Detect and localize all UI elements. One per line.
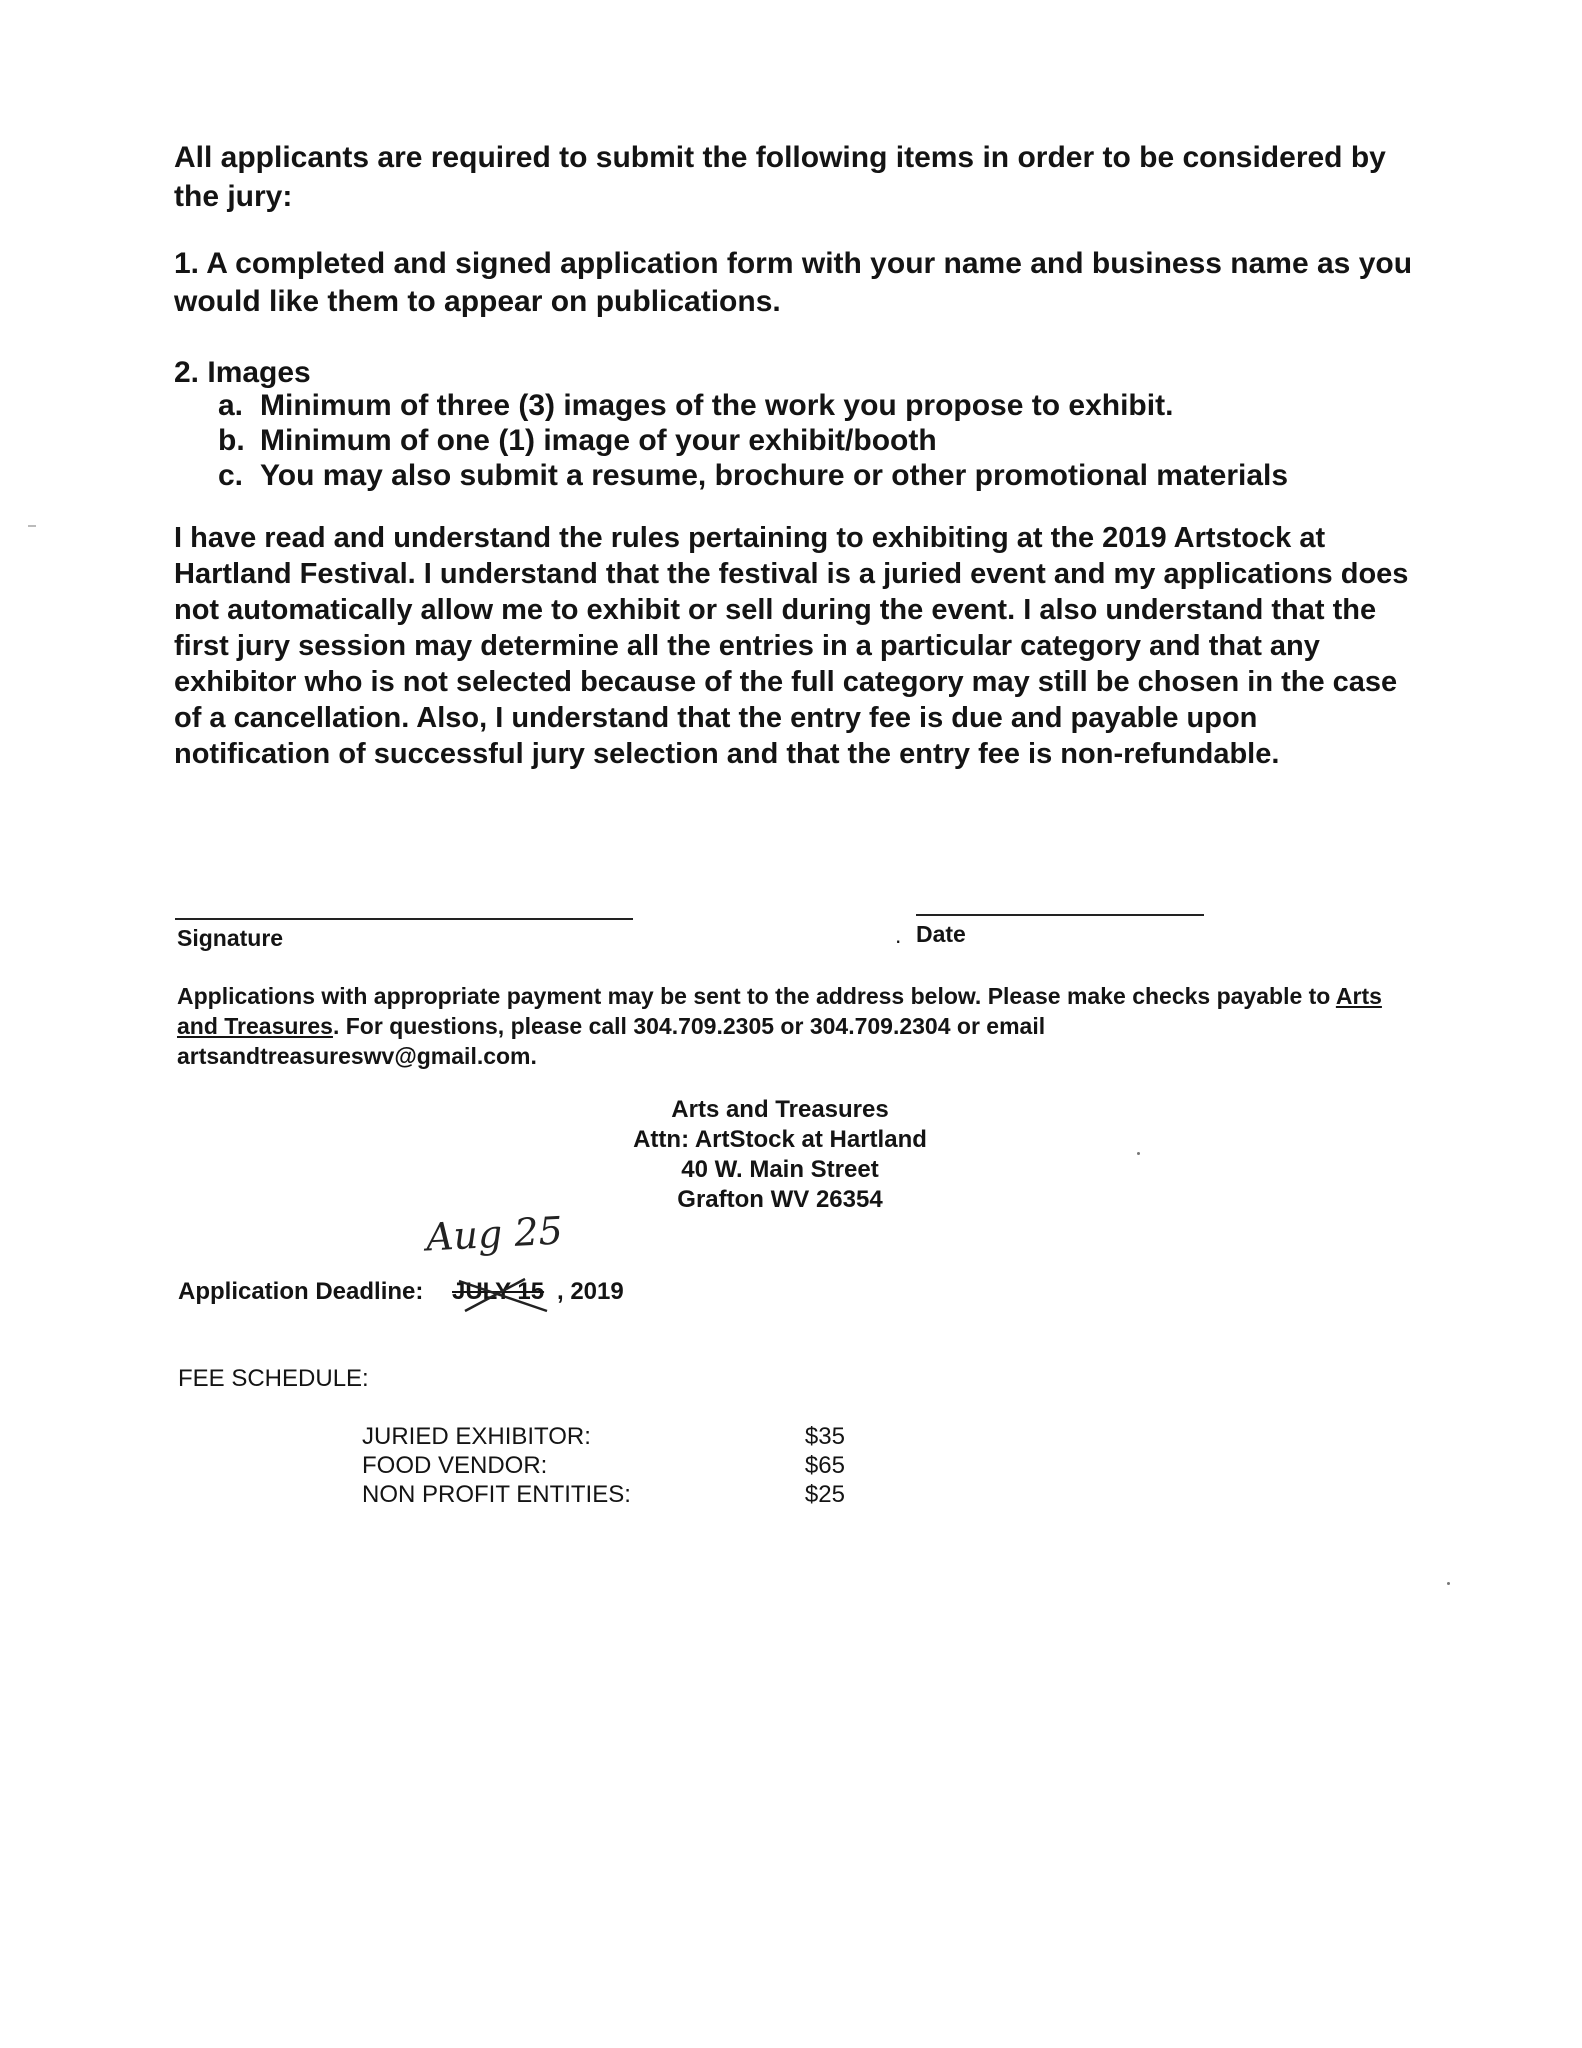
address-line: Arts and Treasures	[671, 1096, 889, 1123]
scan-speck	[28, 525, 36, 527]
handwritten-new-deadline: Aug 25	[424, 1208, 564, 1260]
date-label: Date	[916, 921, 966, 947]
address-line: Grafton WV 26354	[677, 1186, 883, 1213]
fee-label: NON PROFIT ENTITIES:	[362, 1481, 631, 1508]
payee-name: Arts and Treasures	[177, 983, 1382, 1039]
deadline-label: Application Deadline:	[178, 1278, 424, 1305]
fee-schedule-table	[362, 1422, 845, 1509]
requirement-item-2: 2. Images	[174, 356, 311, 389]
table-row	[362, 1422, 845, 1451]
strikeout-cross-icon	[455, 1275, 551, 1315]
date-line[interactable]	[916, 914, 1204, 916]
fee-label: JURIED EXHIBITOR:	[362, 1423, 591, 1450]
declaration-paragraph: I have read and understand the rules pertaining to exhibiting at the 2019 Artstock at Hartland Festival. I understand that the festival is a juried event and my applications does not automatically allow me to exhibit or sell during the event. I also understand that the first jury session may determine all the entries in a particular category and that any exhibitor who is not selected because of the full category may still be chosen in the case of a cancellation. Also, I understand that the entry fee is due and payable upon notification of successful jury selection and that the entry fee is non-refundable.	[174, 522, 1409, 770]
signature-label: Signature	[177, 925, 284, 951]
list-item: c. You may also submit a resume, brochure or other promotional materials	[218, 459, 1289, 492]
table-row	[362, 1480, 845, 1509]
fee-schedule-title: FEE SCHEDULE:	[178, 1365, 369, 1392]
mailing-address	[600, 1095, 960, 1215]
fee-label: FOOD VENDOR:	[362, 1452, 548, 1479]
table-row	[362, 1451, 845, 1480]
fee-amount: $65	[804, 1452, 845, 1479]
list-item: a. Minimum of three (3) images of the work you propose to exhibit.	[218, 389, 1174, 422]
scan-speck	[1447, 1582, 1450, 1585]
payment-instructions: Applications with appropriate payment may be sent to the address below. Please make checks payable to Arts and Treasures. For questions, please call 304.709.2305 or 304.709.2304 or email artsandtreasureswv@gmail.com.	[177, 983, 1382, 1069]
fee-amount: $35	[804, 1423, 845, 1450]
list-item: b. Minimum of one (1) image of your exhibit/booth	[218, 424, 937, 457]
deadline-year: , 2019	[557, 1278, 624, 1305]
address-line: 40 W. Main Street	[681, 1156, 879, 1183]
address-line: Attn: ArtStock at Hartland	[633, 1126, 927, 1153]
stray-mark: .	[895, 922, 902, 948]
image-requirements-list	[218, 388, 1288, 493]
signature-line[interactable]	[175, 918, 633, 920]
requirement-item-1: 1. A completed and signed application form with your name and business name as you would like them to appear on publications.	[174, 247, 1413, 318]
fee-amount: $25	[804, 1481, 845, 1508]
scan-speck	[1137, 1152, 1140, 1155]
intro-paragraph: All applicants are required to submit the following items in order to be considered by the jury:	[174, 141, 1386, 213]
deadline-original-date: JULY 15	[452, 1278, 545, 1305]
